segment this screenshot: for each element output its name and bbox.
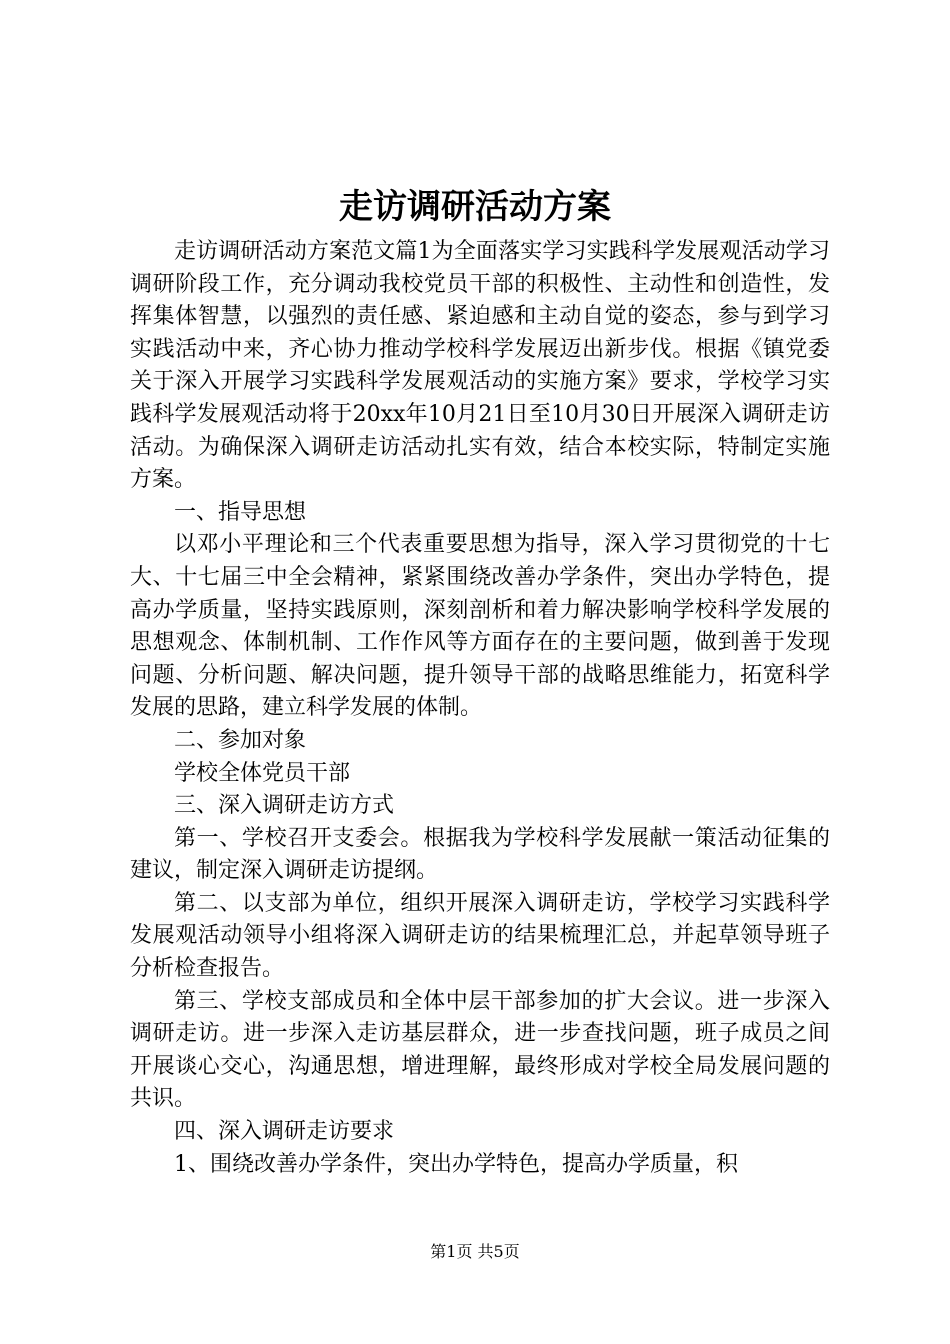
section-heading-participants: 二、参加对象 <box>174 727 307 753</box>
document-body <box>130 236 830 1181</box>
paragraph-method-2: 第二、以支部为单位，组织开展深入调研走访，学校学习实践科学发展观活动领导小组将深入调研走访的结果梳理汇总，并起草领导班子分析检查报告。 <box>130 890 830 982</box>
section-heading-guiding-ideology: 一、指导思想 <box>174 499 307 525</box>
paragraph-guiding-ideology: 以邓小平理论和三个代表重要思想为指导，深入学习贯彻党的十七大、十七届三中全会精神，紧紧围绕改善办学条件，突出办学特色，提高办学质量，坚持实践原则，深刻剖析和着力解决影响学校科学发展的思想观念、体制机制、工作作风等方面存在的主要问题，做到善于发现问题、分析问题、解决问题，提升领导干部的战略思维能力，拓宽科学发展的思路，建立科学发展的体制。 <box>130 532 830 721</box>
paragraph-intro: 走访调研活动方案范文篇1为全面落实学习实践科学发展观活动学习调研阶段工作，充分调动我校党员干部的积极性、主动性和创造性，发挥集体智慧，以强烈的责任感、紧迫感和主动自觉的姿态，参与到学习实践活动中来，齐心协力推动学校科学发展迈出新步伐。根据《镇党委关于深入开展学习实践科学发展观活动的实施方案》要求，学校学习实践科学发展观活动将于20xx年10月21日至10月30日开展深入调研走访活动。为确保深入调研走访活动扎实有效，结合本校实际，特制定实施方案。 <box>130 239 830 493</box>
page-footer: 第1页 共5页 <box>430 1242 520 1261</box>
paragraph-method-1: 第一、学校召开支委会。根据我为学校科学发展献一策活动征集的建议，制定深入调研走访提纲。 <box>130 825 830 884</box>
section-heading-methods: 三、深入调研走访方式 <box>174 793 395 819</box>
section-heading-requirements: 四、深入调研走访要求 <box>174 1119 395 1145</box>
paragraph-method-3: 第三、学校支部成员和全体中层干部参加的扩大会议。进一步深入调研走访。进一步深入走访基层群众，进一步查找问题，班子成员之间开展谈心交心，沟通思想，增进理解，最终形成对学校全局发展问题的共识。 <box>130 988 830 1112</box>
document-title: 走访调研活动方案 <box>339 187 611 227</box>
paragraph-requirement-1: 1、围绕改善办学条件，突出办学特色，提高办学质量，积 <box>174 1151 738 1177</box>
paragraph-participants: 学校全体党员干部 <box>174 760 351 786</box>
